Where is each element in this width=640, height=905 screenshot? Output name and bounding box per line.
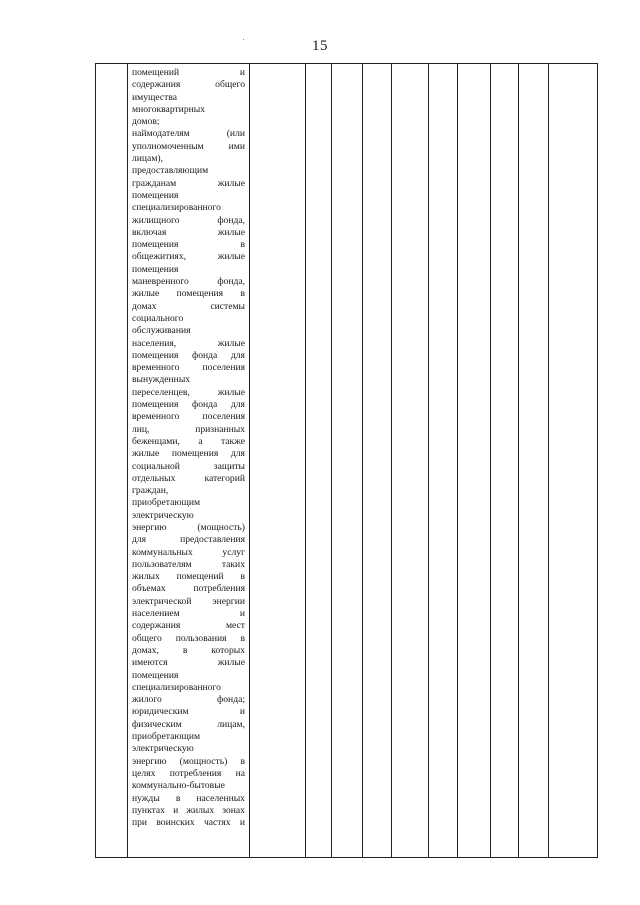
- description-word: коммунальных: [132, 546, 193, 558]
- table-row: [96, 64, 598, 858]
- description-word: жилые: [217, 251, 245, 263]
- description-word: в: [240, 755, 245, 767]
- description-word: электрическую: [132, 509, 194, 521]
- description-word: общего: [132, 632, 162, 644]
- description-word: энергию: [132, 521, 167, 533]
- page-number: 15: [312, 38, 328, 54]
- description-word: обслуживания: [132, 325, 191, 337]
- description-word: жилые: [217, 657, 245, 669]
- description-word: гражданам: [132, 177, 177, 189]
- description-line: [132, 657, 245, 669]
- description-line: [132, 620, 245, 632]
- row-number-cell: [96, 64, 128, 858]
- description-word: для: [230, 399, 245, 411]
- description-line: [132, 190, 245, 202]
- description-word: наймодателям: [132, 128, 190, 140]
- description-word: предоставляющим: [132, 165, 209, 177]
- description-word: жилые: [217, 386, 245, 398]
- description-line: [132, 719, 245, 731]
- description-word: помещения: [171, 448, 219, 460]
- description-word: населенных: [196, 792, 245, 804]
- description-word: воинских: [156, 817, 195, 829]
- description-word: потребления: [169, 767, 222, 779]
- description-line: [132, 239, 245, 251]
- description-word: лицам,: [217, 718, 245, 730]
- description-word: (мощность): [179, 755, 228, 767]
- description-word: услуг: [222, 546, 245, 558]
- description-word: домах,: [132, 644, 159, 656]
- description-word: фонда;: [217, 694, 245, 706]
- description-line: [132, 128, 245, 140]
- description-word: в: [240, 571, 245, 583]
- description-line: [132, 743, 245, 755]
- value-cell-2: [306, 64, 332, 858]
- description-word: жилых: [132, 571, 160, 583]
- description-line: [132, 731, 245, 743]
- value-cell-10: [549, 64, 598, 858]
- description-line: [132, 510, 245, 522]
- description-word: на: [235, 767, 245, 779]
- description-word: объемах: [132, 583, 166, 595]
- description-line: [132, 436, 245, 448]
- description-word: жилые: [217, 337, 245, 349]
- description-word: многоквартирных: [132, 103, 205, 115]
- description-line: [132, 79, 245, 91]
- description-word: и: [239, 67, 245, 78]
- description-word: населением: [132, 608, 180, 620]
- description-word: нужды: [132, 792, 160, 804]
- description-line: [132, 387, 245, 399]
- description-line: [132, 817, 245, 829]
- description-word: для: [132, 534, 147, 546]
- description-word: частях: [203, 817, 231, 829]
- description-word: электрическую: [132, 743, 194, 755]
- description-word: мест: [225, 620, 245, 632]
- description-word: ими: [228, 140, 245, 152]
- description-line: [132, 215, 245, 227]
- description-word: поселения: [202, 411, 245, 423]
- description-word: помещения: [132, 349, 179, 361]
- description-line: [132, 411, 245, 423]
- description-word: временного: [132, 362, 180, 374]
- description-word: для: [230, 448, 245, 460]
- description-word: граждан,: [132, 485, 169, 497]
- description-word: для: [230, 349, 245, 361]
- description-word: а: [198, 435, 203, 447]
- description-word: пользования: [175, 632, 227, 644]
- description-word: признанных: [195, 423, 245, 435]
- description-word: населения,: [132, 337, 177, 349]
- description-word: жилого: [132, 694, 162, 706]
- description-word: помещения: [176, 288, 224, 300]
- description-word: помещения: [132, 189, 179, 201]
- description-line: [132, 178, 245, 190]
- description-line: [132, 756, 245, 768]
- description-line: [132, 251, 245, 263]
- description-word: помещения: [132, 263, 179, 275]
- description-word: временного: [132, 411, 180, 423]
- tariff-table: [95, 63, 598, 858]
- description-word: приобретающим: [132, 497, 201, 509]
- description-word: фонда: [192, 399, 218, 411]
- description-line: [132, 497, 245, 509]
- description-word: жилые: [217, 226, 245, 238]
- description-line: [132, 805, 245, 817]
- description-word: содержания: [132, 620, 181, 632]
- description-word: общежитиях,: [132, 251, 187, 263]
- description-word: домах: [132, 300, 157, 312]
- description-word: общего: [215, 79, 245, 91]
- description-word: в: [240, 239, 245, 251]
- description-word: (мощность): [197, 521, 245, 533]
- description-word: специализированного: [132, 202, 221, 214]
- description-word: энергии: [212, 595, 245, 607]
- description-line: [132, 670, 245, 682]
- description-word: системы: [210, 300, 245, 312]
- description-line: [132, 350, 245, 362]
- description-line: [132, 522, 245, 534]
- description-word: фонда,: [217, 214, 245, 226]
- description-word: энергию: [132, 755, 167, 767]
- description-line: [132, 768, 245, 780]
- description-word: содержания: [132, 79, 181, 91]
- value-cell-9: [519, 64, 549, 858]
- description-line: [132, 559, 245, 571]
- description-word: пунктах: [132, 804, 165, 816]
- description-word: жилые: [217, 177, 245, 189]
- description-word: домов;: [132, 116, 160, 128]
- description-line: [132, 571, 245, 583]
- description-word: лиц,: [132, 423, 150, 435]
- description-line: [132, 633, 245, 645]
- description-line: [132, 793, 245, 805]
- description-word: помещения: [132, 239, 179, 251]
- description-word: переселенцев,: [132, 386, 190, 398]
- description-word: приобретающим: [132, 731, 201, 743]
- description-word: помещений: [132, 67, 180, 78]
- description-word: юридическим: [132, 706, 189, 718]
- description-word: жилые: [132, 448, 160, 460]
- description-line: [132, 288, 245, 300]
- description-line: [132, 374, 245, 386]
- description-word: категорий: [204, 472, 245, 484]
- description-word: помещения: [132, 669, 179, 681]
- description-line: [132, 141, 245, 153]
- description-line: [132, 596, 245, 608]
- description-line: [132, 338, 245, 350]
- description-line: [132, 694, 245, 706]
- description-line: [132, 264, 245, 276]
- description-line: [132, 116, 245, 128]
- description-word: потребления: [193, 583, 245, 595]
- description-line: [132, 165, 245, 177]
- description-word: в: [240, 632, 245, 644]
- description-line: [132, 473, 245, 485]
- description-word: зонах: [222, 804, 245, 816]
- description-line: [132, 276, 245, 288]
- description-word: жилищного: [132, 214, 180, 226]
- description-word: (или: [226, 128, 245, 140]
- description-word: целях: [132, 767, 156, 779]
- value-cell-3: [332, 64, 363, 858]
- description-line: [132, 92, 245, 104]
- description-word: беженцами,: [132, 435, 180, 447]
- description-line: [132, 448, 245, 460]
- description-line: [132, 547, 245, 559]
- description-word: пользователям: [132, 558, 192, 570]
- description-word: при: [132, 817, 148, 829]
- description-word: специализированного: [132, 681, 221, 693]
- description-word: социального: [132, 312, 184, 324]
- description-word: в: [182, 644, 188, 656]
- description-line: [132, 202, 245, 214]
- description-line: [132, 153, 245, 165]
- value-cell-8: [491, 64, 519, 858]
- description-word: таких: [221, 558, 245, 570]
- description-text: [132, 67, 245, 829]
- description-word: поселения: [202, 362, 245, 374]
- description-line: [132, 67, 245, 79]
- description-line: [132, 227, 245, 239]
- description-line: [132, 583, 245, 595]
- description-word: жилые: [132, 288, 160, 300]
- description-line: [132, 362, 245, 374]
- description-word: лицам),: [132, 153, 163, 165]
- description-line: [132, 780, 245, 792]
- description-word: коммунально-бытовые: [132, 780, 225, 792]
- description-word: в: [240, 288, 245, 300]
- description-cell: [128, 64, 250, 858]
- value-cell-5: [392, 64, 429, 858]
- description-word: помещений: [176, 571, 224, 583]
- description-line: [132, 313, 245, 325]
- value-cell-1: [250, 64, 306, 858]
- description-line: [132, 325, 245, 337]
- value-cell-4: [363, 64, 392, 858]
- description-word: и: [173, 804, 179, 816]
- value-cell-6: [429, 64, 458, 858]
- description-word: имеются: [132, 657, 168, 669]
- description-word: вынужденных: [132, 374, 191, 386]
- description-word: электрической: [132, 595, 192, 607]
- description-word: которых: [211, 644, 245, 656]
- description-word: фонда: [192, 349, 218, 361]
- description-word: и: [239, 608, 245, 620]
- description-word: физическим: [132, 718, 182, 730]
- description-line: [132, 301, 245, 313]
- description-word: жилых: [186, 804, 215, 816]
- description-line: [132, 424, 245, 436]
- value-cell-7: [458, 64, 491, 858]
- description-word: защиты: [213, 460, 245, 472]
- description-line: [132, 706, 245, 718]
- description-line: [132, 104, 245, 116]
- description-word: социальной: [132, 460, 180, 472]
- description-line: [132, 534, 245, 546]
- description-word: и: [239, 706, 245, 718]
- description-word: включая: [132, 226, 167, 238]
- description-word: уполномоченным: [132, 140, 204, 152]
- description-line: [132, 682, 245, 694]
- description-word: маневренного: [132, 276, 189, 288]
- description-word: также: [220, 435, 245, 447]
- description-word: помещения: [132, 399, 179, 411]
- description-word: предоставления: [180, 534, 245, 546]
- description-line: [132, 485, 245, 497]
- description-line: [132, 399, 245, 411]
- description-word: отдельных: [132, 472, 176, 484]
- scan-speck: [243, 39, 244, 40]
- description-word: имущества: [132, 91, 177, 103]
- description-word: и: [239, 817, 245, 829]
- description-word: фонда,: [217, 276, 245, 288]
- description-line: [132, 461, 245, 473]
- description-word: в: [175, 792, 181, 804]
- description-line: [132, 645, 245, 657]
- description-line: [132, 608, 245, 620]
